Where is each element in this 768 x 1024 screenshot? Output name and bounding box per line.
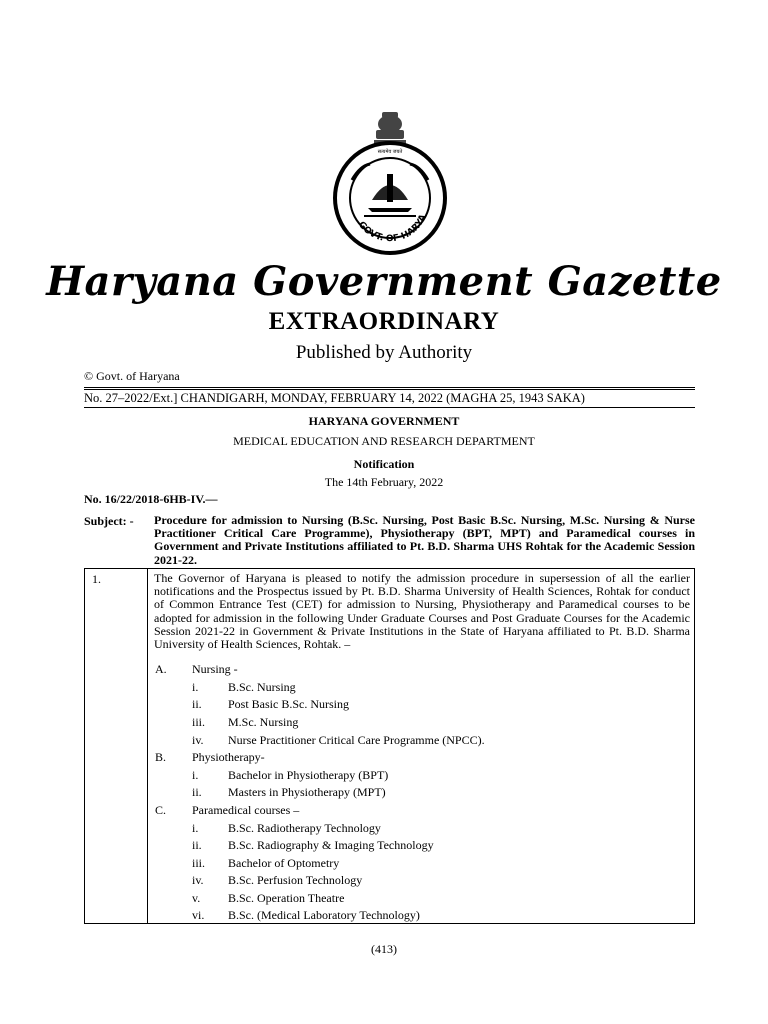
reference-number: No. 16/22/2018-6HB-IV.—: [84, 492, 218, 506]
section-letter-b: B.: [155, 750, 167, 764]
section-title-physiotherapy: Physiotherapy-: [192, 750, 265, 764]
issue-line: No. 27–2022/Ext.] CHANDIGARH, MONDAY, FEBRUARY 14, 2022 (MAGHA 25, 1943 SAKA): [84, 387, 695, 408]
gazette-title: Haryana Government Gazette: [46, 258, 722, 305]
subject-label: Subject: -: [84, 514, 134, 528]
list-item: B.Sc. Perfusion Technology: [228, 873, 363, 887]
list-item-number: vi.: [192, 908, 205, 922]
department-heading: MEDICAL EDUCATION AND RESEARCH DEPARTMENT: [233, 434, 535, 448]
section-title-paramedical: Paramedical courses –: [192, 803, 300, 817]
list-item: B.Sc. Radiography & Imaging Technology: [228, 838, 434, 852]
copyright-notice: © Govt. of Haryana: [84, 369, 180, 383]
notification-date: The 14th February, 2022: [324, 475, 444, 489]
list-item-number: i.: [192, 680, 199, 694]
row-number: 1.: [92, 572, 101, 586]
list-item: M.Sc. Nursing: [228, 715, 299, 729]
svg-text:सत्यमेव जयते: सत्यमेव जयते: [377, 149, 403, 155]
list-item: B.Sc. (Medical Laboratory Technology): [228, 908, 420, 922]
list-item: Bachelor in Physiotherapy (BPT): [228, 768, 389, 782]
list-item-number: iv.: [192, 873, 204, 887]
list-item: B.Sc. Operation Theatre: [228, 891, 345, 905]
published-by: Published by Authority: [295, 342, 473, 363]
list-item: Masters in Physiotherapy (MPT): [228, 785, 386, 799]
section-letter-c: C.: [155, 803, 167, 817]
table-column-divider: [147, 568, 148, 924]
body-paragraph: The Governor of Haryana is pleased to notify the admission procedure in supersession of all the earlier notifications and the Prospectus issued by Pt. B.D. Sharma University of Health Sciences, Rohtak for conduct of Common Entrance Test (CET) for admission to Nursing, Physiotherapy and Paramedical courses to be adopted for admission in the following Under Graduate Courses and Post Graduate Courses for the Academic Session 2021-22 in Government & Private Institutions in the State of Haryana affiliated to Pt. B.D. Sharma University of Health Sciences, Rohtak. –: [154, 571, 690, 652]
list-item-number: ii.: [192, 697, 202, 711]
list-item-number: iv.: [192, 733, 204, 747]
subject-text: Procedure for admission to Nursing (B.Sc. Nursing, Post Basic B.Sc. Nursing, M.Sc. Nursing & Nurse Practitioner Critical Care Programme), Physiotherapy (BPT, MPT) and Paramedical courses in Government and Private Institutions affiliated to Pt. B.D. Sharma UHS Rohtak for the Academic Session 2021-22.: [154, 513, 695, 567]
list-item: B.Sc. Radiotherapy Technology: [228, 821, 381, 835]
list-item-number: i.: [192, 768, 199, 782]
haryana-emblem: [330, 108, 450, 256]
list-item-number: ii.: [192, 838, 202, 852]
section-letter-a: A.: [155, 662, 167, 676]
list-item: Nurse Practitioner Critical Care Programme (NPCC).: [228, 733, 485, 747]
government-heading: HARYANA GOVERNMENT: [308, 414, 460, 428]
list-item: B.Sc. Nursing: [228, 680, 296, 694]
list-item: Bachelor of Optometry: [228, 856, 340, 870]
list-item-number: iii.: [192, 856, 206, 870]
edition-label: EXTRAORDINARY: [268, 308, 500, 335]
svg-text:GOVT. OF HARYANA: GOVT. OF HARYA: [355, 213, 429, 245]
list-item: Post Basic B.Sc. Nursing: [228, 697, 350, 711]
notification-label: Notification: [353, 457, 415, 471]
page-number: (413): [371, 942, 397, 956]
list-item-number: i.: [192, 821, 199, 835]
list-item-number: ii.: [192, 785, 202, 799]
list-item-number: v.: [192, 891, 201, 905]
section-title-nursing: Nursing -: [192, 662, 238, 676]
list-item-number: iii.: [192, 715, 206, 729]
